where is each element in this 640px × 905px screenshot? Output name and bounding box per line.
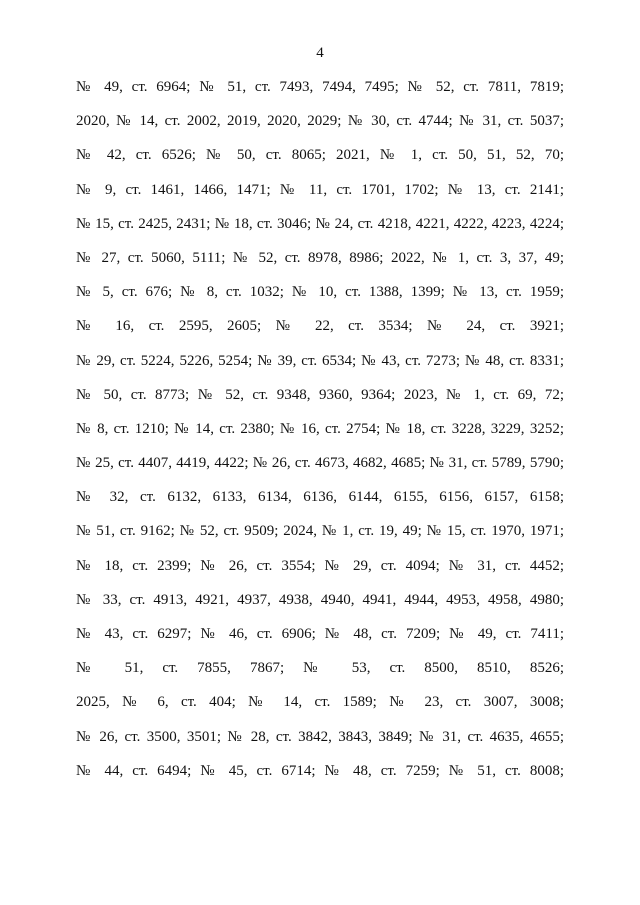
text-line: № 26, ст. 3500, 3501; № 28, ст. 3842, 3843, 3849; № 31, ст. 4635, 4655; — [76, 728, 564, 745]
text-line: № 44, ст. 6494; № 45, ст. 6714; № 48, ст. 7259; № 51, ст. 8008; — [76, 762, 564, 779]
text-line: 2025, № 6, ст. 404; № 14, ст. 1589; № 23, ст. 3007, 3008; — [76, 694, 564, 711]
text-line: № 43, ст. 6297; № 46, ст. 6906; № 48, ст. 7209; № 49, ст. 7411; — [76, 626, 564, 642]
text-line: № 50, ст. 8773; № 52, ст. 9348, 9360, 9364; 2023, № 1, ст. 69, 72; — [76, 386, 564, 403]
text-line: № 27, ст. 5060, 5111; № 52, ст. 8978, 8986; 2022, № 1, ст. 3, 37, 49; — [76, 249, 564, 266]
text-line: № 29, ст. 5224, 5226, 5254; № 39, ст. 6534; № 43, ст. 7273; № 48, ст. 8331; — [76, 352, 564, 369]
text-line: № 18, ст. 2399; № 26, ст. 3554; № 29, ст. 4094; № 31, ст. 4452; — [76, 557, 564, 574]
text-line: № 15, ст. 2425, 2431; № 18, ст. 3046; № 24, ст. 4218, 4221, 4222, 4223, 4224; — [76, 215, 564, 232]
text-line: № 42, ст. 6526; № 50, ст. 8065; 2021, № 1, ст. 50, 51, 52, 70; — [76, 147, 564, 164]
document-body — [76, 78, 564, 796]
text-line: № 51, ст. 9162; № 52, ст. 9509; 2024, № 1, ст. 19, 49; № 15, ст. 1970, 1971; — [76, 523, 564, 540]
text-line: № 5, ст. 676; № 8, ст. 1032; № 10, ст. 1388, 1399; № 13, ст. 1959; — [76, 284, 564, 301]
page-number: 4 — [316, 45, 324, 61]
text-line: № 25, ст. 4407, 4419, 4422; № 26, ст. 4673, 4682, 4685; № 31, ст. 5789, 5790; — [76, 455, 564, 472]
text-line: № 32, ст. 6132, 6133, 6134, 6136, 6144, 6155, 6156, 6157, 6158; — [76, 489, 564, 506]
text-line: № 51, ст. 7855, 7867; № 53, ст. 8500, 8510, 8526; — [76, 660, 564, 677]
text-line: № 16, ст. 2595, 2605; № 22, ст. 3534; № 24, ст. 3921; — [76, 318, 564, 335]
text-line: 2020, № 14, ст. 2002, 2019, 2020, 2029; № 30, ст. 4744; № 31, ст. 5037; — [76, 113, 564, 130]
text-line: № 8, ст. 1210; № 14, ст. 2380; № 16, ст. 2754; № 18, ст. 3228, 3229, 3252; — [76, 420, 564, 437]
text-line: № 9, ст. 1461, 1466, 1471; № 11, ст. 1701, 1702; № 13, ст. 2141; — [76, 181, 564, 198]
text-line: № 49, ст. 6964; № 51, ст. 7493, 7494, 7495; № 52, ст. 7811, 7819; — [76, 79, 564, 95]
text-line: № 33, ст. 4913, 4921, 4937, 4938, 4940, 4941, 4944, 4953, 4958, 4980; — [76, 591, 564, 608]
